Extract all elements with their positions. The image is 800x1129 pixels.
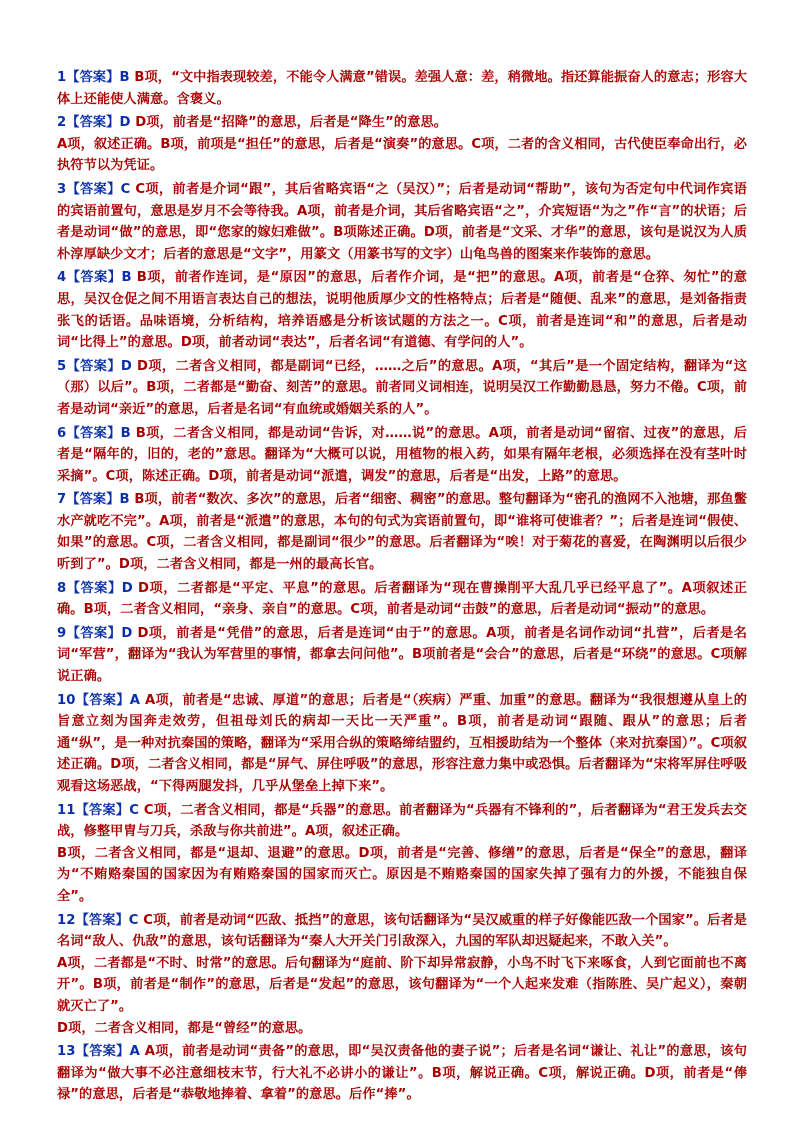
answer-paragraph xyxy=(57,267,747,353)
answer-paragraph xyxy=(57,800,747,843)
answer-explanation: C项，二者含义相同，都是“兵器”的意思。前者翻译为“兵器有不锋利的”，后者翻译为“君王发兵去交战，修整甲胄与刀兵，杀敌与你共前进”。A项，叙述正确。 xyxy=(57,802,747,840)
answer-letter: B xyxy=(121,270,137,286)
answer-tag: 【答案】 xyxy=(66,181,121,197)
answer-paragraph xyxy=(57,1041,747,1106)
answer-entry xyxy=(57,267,747,353)
answer-explanation: A项，前者是动词“责备”的意思，即“吴汉责备他的妻子说”；后者是名词“谦让、礼让”的意思，该句翻译为“做大事不必注意细枝末节，行大礼不必讲小的谦让”。B项，解说正确。C项，解说正确。D项，前者是“俸禄”的意思，后者是“恭敬地捧着、拿着”的意思。后作“捧”。 xyxy=(57,1044,748,1103)
answer-entry xyxy=(57,1041,747,1106)
answer-entry xyxy=(57,690,747,798)
answer-letter: A xyxy=(129,692,145,708)
answer-letter: B xyxy=(120,425,136,441)
answer-key-page xyxy=(57,67,747,1106)
question-number: 9 xyxy=(57,625,67,641)
answer-letter: D xyxy=(119,115,136,131)
answer-letter: C xyxy=(120,181,136,197)
answer-tag: 【答案】 xyxy=(66,625,122,641)
answer-letter: D xyxy=(121,580,138,596)
answer-paragraph xyxy=(57,910,747,953)
answer-tag: 【答案】 xyxy=(66,270,122,286)
answer-entry xyxy=(57,623,747,688)
answer-tag: 【答案】 xyxy=(66,492,120,508)
question-number: 11 xyxy=(57,802,76,818)
answer-explanation: B项，前者作连词，是“原因”的意思，后者作介词，是“把”的意思。A项，前者是“仓猝、匆忙”的意思，吴汉仓促之间不用语言表达自己的想法，说明他质厚少文的性格特点；后者是“随便、乱来”的意思，是刘备指责张飞的话语。品味语境，分析结构，培养语感是分析该试题的方法之一。C项，前者是连词“和”的意思，后者是动词“比得上”的意思。D项，前者动词“表达”，后者名词“有道德、有学问的人”。 xyxy=(57,270,747,351)
question-number: 8 xyxy=(57,580,67,596)
question-number: 6 xyxy=(57,425,67,441)
answer-paragraph xyxy=(57,179,747,265)
answer-tag: 【答案】 xyxy=(66,425,121,441)
answer-tag: 【答案】 xyxy=(75,912,129,928)
answer-entry xyxy=(57,910,747,1040)
answer-letter: B xyxy=(119,70,135,85)
answer-entry xyxy=(57,112,747,177)
question-number: 5 xyxy=(57,358,67,374)
answer-explanation: C项，前者是动词“匹敌、抵挡”的意思，该句话翻译为“吴汉威重的样子好像能匹敌一个国家”。后者是名词“敌人、仇敌”的意思，该句话翻译为“秦人大开关门引敌深入，九国的军队却迟疑起来，不敢入关”。 xyxy=(57,912,747,950)
question-number: 7 xyxy=(57,492,67,508)
answer-tag: 【答案】 xyxy=(66,115,120,131)
answer-entry xyxy=(57,489,747,575)
answer-explanation: D项，二者含义相同，都是副词“已经，……之后”的意思。A项，“其后”是一个固定结构，翻译为“这（那）以后”。B项，二者都是“勤奋、刻苦”的意思。前者同义词相连，说明吴汉工作勤勤恳恳，努力不倦。C项，前者是动词“亲近”的意思，后者是名词“有血统或婚姻关系的人”。 xyxy=(57,358,747,417)
question-number: 13 xyxy=(57,1044,76,1060)
answer-entry xyxy=(57,578,747,621)
answer-entry xyxy=(57,423,747,488)
answer-explanation: B项，二者含义相同，都是“退却、退避”的意思。D项，前者是“完善、修缮”的意思，后者是“保全”的意思，翻译为“不贿赂秦国的国家因为有贿赂秦国的国家而灭亡。原因是不贿赂秦国的国家失掉了强有力的外援，不能独自保全”。 xyxy=(57,845,747,904)
question-number: 4 xyxy=(57,270,67,286)
answer-tag: 【答案】 xyxy=(66,580,122,596)
question-number: 3 xyxy=(57,181,67,197)
answer-letter: A xyxy=(129,1044,145,1060)
answer-paragraph xyxy=(57,67,747,110)
answer-letter: D xyxy=(120,358,137,374)
answer-explanation: D项，前者是“凭借”的意思，后者是连词“由于”的意思。A项，前者是名词作动词“扎营”，后者是名词“军营”，翻译为“我认为军营里的事情，都拿去问问他”。B项前者是“会合”的意思，后者是“环绕”的意思。C项解说正确。 xyxy=(57,625,747,685)
question-number: 10 xyxy=(57,692,76,708)
answer-paragraph xyxy=(57,489,747,575)
answer-paragraph xyxy=(57,578,747,621)
question-number: 12 xyxy=(57,912,76,928)
answer-explanation: B项，“文中指表现较差，不能令人满意”错误。差强人意：差，稍微地。指还算能振奋人的意志；形容大体上还能使人满意。含褒义。 xyxy=(57,70,747,107)
answer-letter: C xyxy=(128,912,144,928)
answer-tag: 【答案】 xyxy=(75,802,130,818)
answer-entry xyxy=(57,179,747,265)
answer-tag: 【答案】 xyxy=(75,692,130,708)
answer-explanation: A项，叙述正确。B项，前项是“担任”的意思，后者是“演奏”的意思。C项，二者的含义相同，古代使臣奉命出行，必执符节以为凭证。 xyxy=(57,136,747,174)
answer-explanation: B项，二者含义相同，都是动词“告诉，对……说”的意思。A项，前者是动词“留宿、过夜”的意思，后者是“隔年的，旧的，老的”意思。翻译为“大概可以说，用植物的根入药，如果有隔年老根，必须选择在没有茎叶时采摘”。C项，陈述正确。D项，前者是动词“派遣，调发”的意思，后者是“出发，上路”的意思。 xyxy=(57,425,748,484)
answer-tag: 【答案】 xyxy=(66,358,121,374)
answer-paragraph xyxy=(57,356,747,421)
answer-tag: 【答案】 xyxy=(66,70,120,85)
answer-explanation: D项，前者是“招降”的意思，后者是“降生”的意思。 xyxy=(135,115,448,131)
answer-letter: C xyxy=(129,802,144,818)
answer-paragraph xyxy=(57,953,747,1018)
answer-explanation: A项，二者都是“不时、时常”的意思。后句翻译为“庭前、阶下却异常寂静，小鸟不时飞下来啄食，人到它面前也不离开”。B项，前者是“制作”的意思，后者是“发起”的意思，该句翻译为“一个人起来发难（指陈胜、吴广起义），秦朝就灭亡了”。 xyxy=(57,955,747,1014)
answer-explanation: D项，二者含义相同，都是“曾经”的意思。 xyxy=(57,1020,312,1036)
answer-paragraph xyxy=(57,1018,747,1040)
answer-paragraph xyxy=(57,690,747,798)
answer-entry xyxy=(57,800,747,908)
answer-letter: B xyxy=(119,492,135,508)
answer-paragraph xyxy=(57,623,747,688)
answer-explanation: B项，前者“数次、多次”的意思，后者“细密、稠密”的意思。整句翻译为“密孔的渔网不入池塘，那鱼鳖水产就吃不完”。A项，前者是“派遣”的意思，本句的句式为宾语前置句，即“谁将可使谁者？”；后者是连词“假使、如果”的意思。C项，二者含义相同，都是副词“很少”的意思。后者翻译为“唉！对于菊花的喜爱，在陶渊明以后很少听到了”。D项，二者含义相同，都是一州的最高长官。 xyxy=(57,492,747,573)
answer-explanation: C项，前者是介词“跟”，其后省略宾语“之（吴汉）”；后者是动词“帮助”，该句为否定句中代词作宾语的宾语前置句，意思是岁月不会等待我。A项，前者是介词，其后省略宾语“之”，介宾短语“为之”作“言”的状语；后者是动词“做”的意思，即“您家的嫁妇难做”。B项陈述正确。D项，前者是“文采、才华”的意思，该句是说汉为人质朴淳厚缺少文才；后者的意思是“文字”，用篆文（用篆书写的文字）山龟鸟兽的图案来作装饰的意思。 xyxy=(57,181,747,262)
answer-paragraph xyxy=(57,843,747,908)
answer-entry xyxy=(57,67,747,110)
answer-explanation: A项，前者是“忠诚、厚道”的意思；后者是“（疾病）严重、加重”的意思。翻译为“我很想遵从皇上的旨意立刻为国奔走效劳，但祖母刘氏的病却一天比一天严重”。B项，前者是动词“跟随、跟从”的意思；后者通“纵”，是一种对抗秦国的策略，翻译为“采用合纵的策略缔结盟约，互相援助结为一个整体（来对抗秦国）”。C项叙述正确。D项，二者含义相同，都是“屏气、屏住呼吸”的意思，形容注意力集中或恐惧。后者翻译为“宋将军屏住呼吸观看这场恶战，“下得两腿发抖，几乎从堡垒上掉下来”。 xyxy=(57,692,747,794)
answer-paragraph xyxy=(57,112,747,134)
answer-explanation: D项，二者都是“平定、平息”的意思。后者翻译为“现在曹操削平大乱几乎已经平息了”。A项叙述正确。B项，二者含义相同，“亲身、亲自”的意思。C项，前者是动词“击鼓”的意思，后者是动词“振动”的意思。 xyxy=(57,580,747,618)
answer-letter: D xyxy=(121,625,138,641)
answer-paragraph xyxy=(57,134,747,177)
answer-tag: 【答案】 xyxy=(75,1044,130,1060)
question-number: 2 xyxy=(57,115,67,131)
answer-paragraph xyxy=(57,423,747,488)
question-number: 1 xyxy=(57,70,67,85)
answer-entry xyxy=(57,356,747,421)
